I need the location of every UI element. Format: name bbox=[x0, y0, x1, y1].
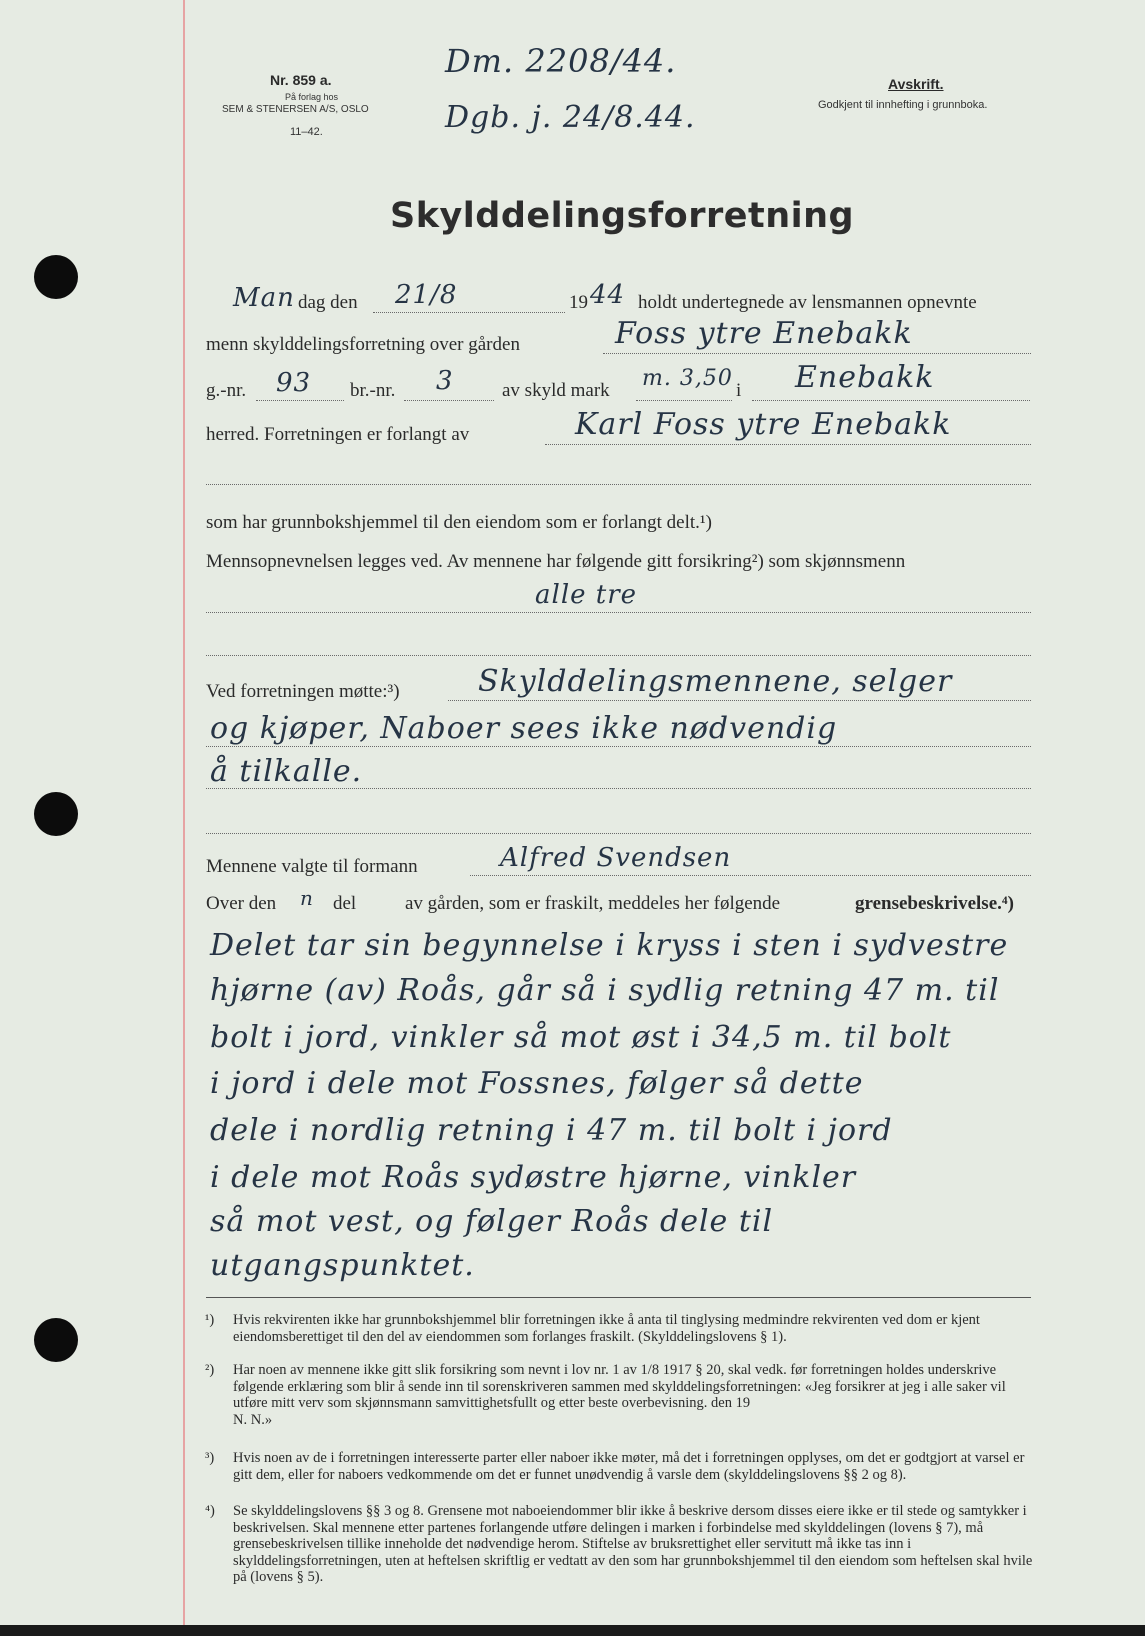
skyld-line bbox=[636, 400, 732, 401]
requester-line bbox=[545, 444, 1031, 445]
print-code: 11–42. bbox=[290, 126, 323, 138]
hand-place: Enebakk bbox=[795, 360, 935, 395]
hand-den-suffix: n bbox=[300, 886, 314, 910]
footnote-1 bbox=[205, 1312, 1035, 1362]
place-line bbox=[752, 400, 1030, 401]
hand-date: 21/8 bbox=[395, 280, 458, 310]
hand-attendance-2: og kjøper, Naboer sees ikke nødvendig bbox=[210, 711, 838, 746]
footnote-text: Se skylddelingslovens §§ 3 og 8. Grensene mot naboeiendommer blir ikke å beskrive dersom disses eiere ikke er til stede og samtykker i beskrivelsen. Skal mennene etter partenes forlangende utføre delingen i marken i forbindelse med skylddelingen (lovens § 7), må grensebeskrivelsen tillike inneholde det nødvendige herom. Stiftelse av bruksrettighet eller servitutt må ikke tas inn i skylddelingsforretningen, uten at heftelsen skriftlig er vedtatt av den som har grunnbokshjemmel til den eiendom som heftelsen skal hvile på (lovens § 5). bbox=[233, 1503, 1033, 1585]
hand-chairman: Alfred Svendsen bbox=[500, 843, 732, 873]
publisher-line2: SEM & STENERSEN A/S, OSLO bbox=[222, 104, 369, 115]
boundary-del: del bbox=[333, 893, 357, 914]
label-skyld: av skyld mark bbox=[502, 380, 610, 401]
stamp-subtitle: Godkjent til innhefting i grunnboka. bbox=[818, 99, 988, 111]
hand-boundary-line: Delet tar sin begynnelse i kryss i sten i sydvestre bbox=[210, 928, 1009, 963]
boundary-heading: grensebeskrivelse.⁴) bbox=[855, 893, 1014, 914]
line6-text: Mennsopnevnelsen legges ved. Av mennene har følgende gitt forsikring²) som skjønnsmenn bbox=[206, 551, 906, 572]
hand-year: 44 bbox=[590, 280, 626, 310]
footnote-2 bbox=[205, 1362, 1035, 1446]
stamp-title: Avskrift. bbox=[888, 76, 944, 92]
year-prefix: 19 bbox=[569, 292, 588, 313]
farm-line bbox=[603, 353, 1031, 354]
footnote-number: ²) bbox=[205, 1362, 215, 1378]
line1-text: holdt undertegnede av lensmannen opnevnte bbox=[638, 292, 977, 313]
footnote-4 bbox=[205, 1503, 1035, 1603]
form-number: Nr. 859 a. bbox=[270, 72, 332, 88]
hand-brnr: 3 bbox=[436, 366, 454, 396]
hand-weekday: Man bbox=[233, 283, 295, 313]
margin-line bbox=[183, 0, 185, 1625]
label-dag-den: dag den bbox=[298, 292, 358, 313]
hand-boundary-line: i jord i dele mot Fossnes, følger så dette bbox=[210, 1066, 864, 1101]
punch-hole-top bbox=[34, 255, 78, 299]
footnote-3 bbox=[205, 1450, 1035, 1500]
hand-boundary-line: hjørne (av) Roås, går så i sydlig retning 47 m. til bbox=[210, 973, 1000, 1008]
gnr-line bbox=[256, 400, 344, 401]
line5-text: som har grunnbokshjemmel til den eiendom som er forlangt delt.¹) bbox=[206, 512, 712, 533]
attendance-line-1 bbox=[448, 700, 1031, 701]
punch-hole-bottom bbox=[34, 1318, 78, 1362]
attendance-line-2 bbox=[206, 746, 1031, 747]
hand-gnr: 93 bbox=[276, 368, 312, 398]
date-line bbox=[373, 312, 565, 313]
footnote-text: Hvis noen av de i forretningen interesserte parter eller naboer ikke møter, må det i forretningen opplyses, om det er godtgjort at varsel er gitt dem, eller for naboers vedkommende om det er funnet unødvendig å varsle dem (skylddelingslovens §§ 2 og 8). bbox=[233, 1450, 1025, 1483]
line2-text: menn skylddelingsforretning over gården bbox=[206, 334, 520, 355]
handwritten-reference-1: Dm. 2208/44. bbox=[445, 42, 677, 80]
line4-label: herred. Forretningen er forlangt av bbox=[206, 424, 470, 445]
attendance-label: Ved forretningen møtte:³) bbox=[206, 681, 400, 702]
brnr-line bbox=[404, 400, 494, 401]
label-gnr: g.-nr. bbox=[206, 380, 247, 401]
hand-answer: alle tre bbox=[535, 580, 638, 610]
hand-boundary-line: bolt i jord, vinkler så mot øst i 34,5 m. til bolt bbox=[210, 1020, 952, 1055]
hand-boundary-line: utgangspunktet. bbox=[210, 1248, 475, 1283]
boundary-text: av gården, som er fraskilt, meddeles her følgende bbox=[405, 893, 781, 914]
answer-line bbox=[206, 612, 1031, 613]
footnote-text: Har noen av mennene ikke gitt slik forsikring som nevnt i lov nr. 1 av 1/8 1917 § 20, skal vedk. før forretningen holdes underskrive følgende erklæring som blir å sende inn til sorenskriveren sammen med skylddelingsforretningen: «Jeg forsikrer at jeg i alle saker vil utføre mitt verv som skjønnsmann samvittighetsfullt og etter beste overbevisning. den 19 N. N.» bbox=[233, 1362, 1006, 1428]
hand-boundary-line: i dele mot Roås sydøstre hjørne, vinkler bbox=[210, 1160, 857, 1195]
hand-boundary-line: dele i nordlig retning i 47 m. til bolt i jord bbox=[210, 1113, 893, 1148]
blank-line-1 bbox=[206, 484, 1031, 485]
document-title: Skylddelingsforretning bbox=[390, 196, 855, 236]
scan-border bbox=[0, 1625, 1145, 1636]
attendance-line-4 bbox=[206, 833, 1031, 834]
hand-skyld: m. 3,50 bbox=[642, 366, 733, 391]
punch-hole-middle bbox=[34, 792, 78, 836]
footnote-number: ⁴) bbox=[205, 1503, 215, 1519]
chairman-label: Mennene valgte til formann bbox=[206, 856, 418, 877]
publisher-line1: På forlag hos bbox=[285, 92, 339, 102]
hand-boundary-line: så mot vest, og følger Roås dele til bbox=[210, 1204, 774, 1239]
footnote-number: ¹) bbox=[205, 1312, 215, 1328]
hand-requester: Karl Foss ytre Enebakk bbox=[575, 407, 952, 442]
hand-attendance-3: å tilkalle. bbox=[210, 754, 363, 789]
footnote-text: Hvis rekvirenten ikke har grunnbokshjemmel blir forretningen ikke å anta til tinglysing medmindre rekvirenten ved dom er kjent eiendomsberettiget til den del av eiendommen som forlanges fraskilt. (Skylddelingslovens § 1). bbox=[233, 1312, 980, 1345]
footnote-number: ³) bbox=[205, 1450, 215, 1466]
hand-farm: Foss ytre Enebakk bbox=[615, 316, 913, 351]
boundary-over: Over den bbox=[206, 893, 277, 914]
footnote-separator bbox=[206, 1297, 1031, 1298]
label-i: i bbox=[736, 380, 742, 401]
handwritten-reference-2: Dgb. j. 24/8.44. bbox=[445, 100, 696, 135]
hand-attendance-1: Skylddelingsmennene, selger bbox=[478, 664, 953, 699]
blank-line-2 bbox=[206, 655, 1031, 656]
label-brnr: br.-nr. bbox=[350, 380, 396, 401]
chairman-line bbox=[470, 875, 1031, 876]
